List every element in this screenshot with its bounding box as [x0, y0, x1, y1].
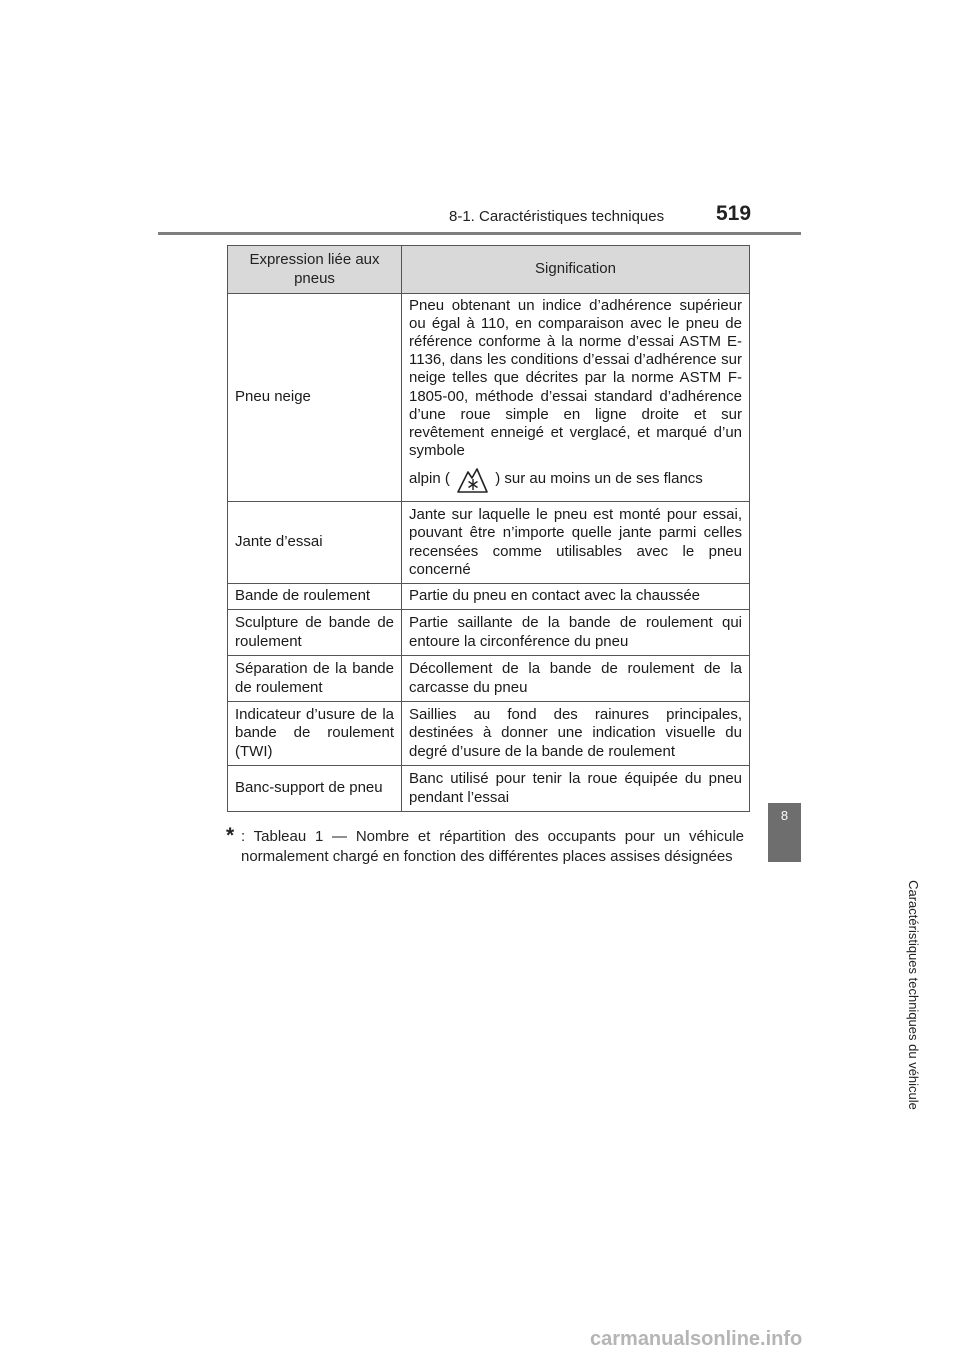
watermark: carmanualsonline.info	[590, 1328, 803, 1350]
term-cell: Séparation de la bande de roulement	[228, 656, 402, 702]
section-title: 8-1. Caractéristiques techniques	[449, 208, 665, 225]
chapter-side-label	[784, 870, 921, 1120]
meaning-text: Pneu obtenant un indice d’adhérence supérieur ou égal à 110, en comparaison avec le pneu de référence conforme à la norme d’essai ASTM E-1136, dans les conditions d’essai d’adhérence sur neige telles que décrites par la norme ASTM F-1805-00, méthode d’essai standard d’adhérence d’une roue simple en ligne droite et sur revêtement enneigé et verglacé, et marqué d’un symbole	[409, 296, 742, 460]
alpine-snowflake-icon	[456, 464, 489, 494]
meaning-cell: Banc utilisé pour tenir la roue équipée du pneu pendant l’essai	[402, 766, 750, 812]
table-row	[228, 294, 750, 502]
meaning-tail	[409, 464, 742, 494]
term-cell: Sculpture de bande de roulement	[228, 610, 402, 656]
table-header-row	[228, 246, 750, 294]
term-cell: Indicateur d’usure de la bande de roulement (TWI)	[228, 702, 402, 766]
term-cell: Pneu neige	[228, 294, 402, 502]
term-cell: Banc-support de pneu	[228, 766, 402, 812]
meaning-cell	[402, 294, 750, 502]
chapter-tab	[768, 803, 801, 862]
table-row	[228, 584, 750, 610]
meaning-cell: Partie du pneu en contact avec la chaussée	[402, 584, 750, 610]
table-row	[228, 656, 750, 702]
meaning-cell: Jante sur laquelle le pneu est monté pour essai, pouvant être n’importe quelle jante parmi celles recensées comme utilisables avec le pneu concerné	[402, 502, 750, 584]
meaning-tail-after: ) sur au moins un de ses flancs	[495, 470, 703, 488]
footnote-text: : Tableau 1 — Nombre et répartition des occupants pour un véhicule normalement chargé en fonction des différentes places assises désignées	[241, 828, 744, 865]
footnote	[226, 824, 744, 866]
page-number: 519	[716, 202, 752, 225]
term-cell: Bande de roulement	[228, 584, 402, 610]
chapter-number: 8	[780, 808, 789, 823]
table-row	[228, 766, 750, 812]
meaning-tail-before: alpin (	[409, 470, 450, 488]
table-row	[228, 702, 750, 766]
meaning-cell: Partie saillante de la bande de roulement qui entoure la circonférence du pneu	[402, 610, 750, 656]
meaning-cell: Saillies au fond des rainures principales, destinées à donner une indication visuelle du degré d’usure de la bande de roulement	[402, 702, 750, 766]
header-rule	[158, 232, 801, 235]
column-header-term: Expression liée aux pneus	[228, 246, 402, 294]
column-header-meaning: Signification	[402, 246, 750, 294]
tire-terms-table	[227, 245, 750, 812]
chapter-title: Caractéristiques techniques du véhicule	[906, 880, 921, 1110]
footnote-marker: *	[226, 824, 235, 847]
meaning-cell: Décollement de la bande de roulement de la carcasse du pneu	[402, 656, 750, 702]
table-row	[228, 610, 750, 656]
table-row	[228, 502, 750, 584]
term-cell: Jante d’essai	[228, 502, 402, 584]
